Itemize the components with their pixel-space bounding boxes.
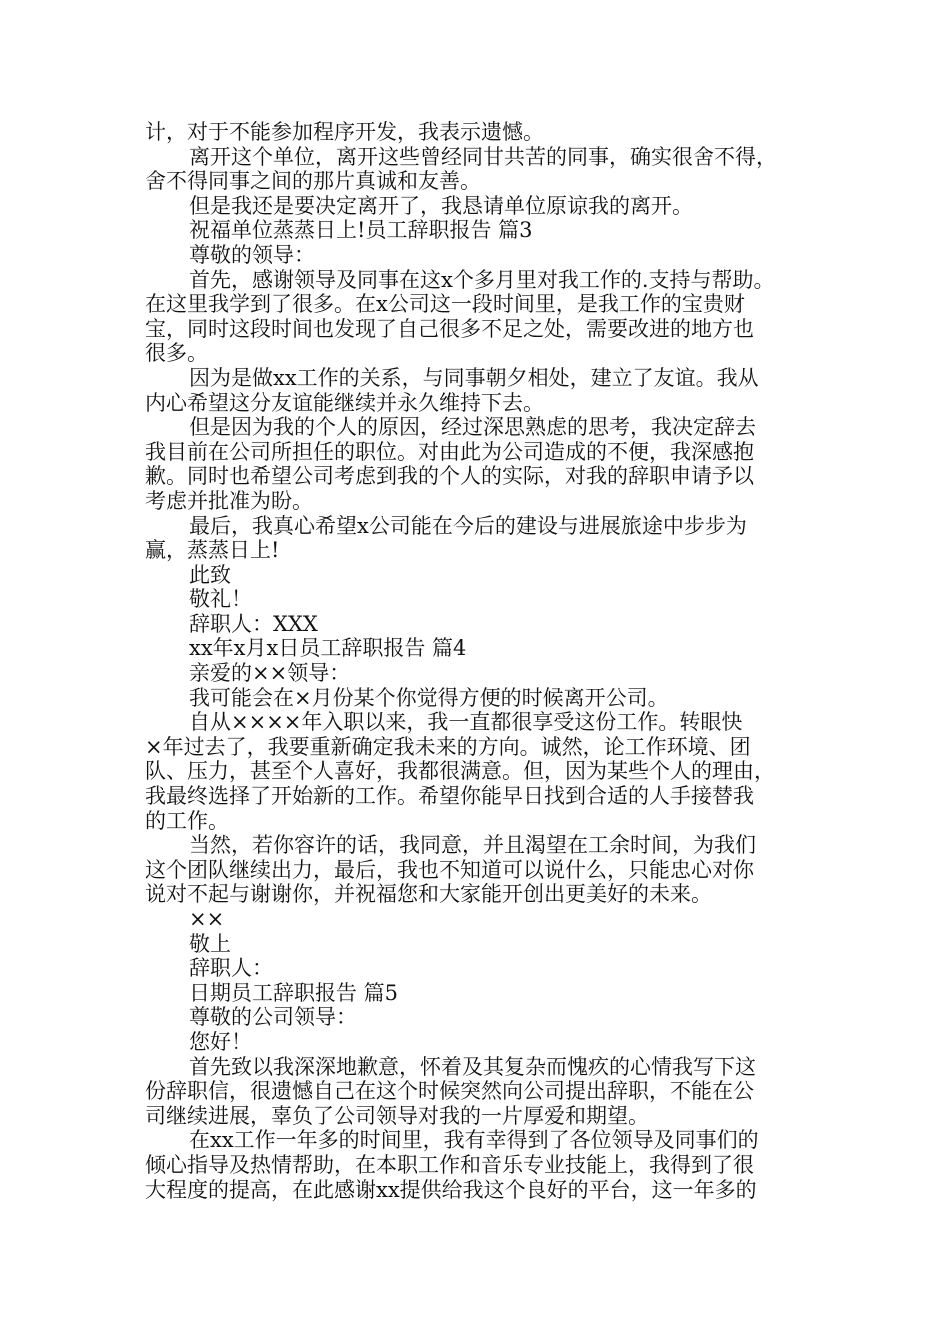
text-line: 份辞职信，很遗憾自己在这个时候突然向公司提出辞职，不能在公 (145, 1079, 754, 1104)
text-line: 尊敬的公司领导： (189, 1005, 357, 1030)
text-line: 我最终选择了开始新的工作。希望你能早日找到合适的人手接替我 (145, 784, 754, 809)
text-line: 内心希望这分友谊能继续并永久维持下去。 (145, 390, 544, 415)
text-line: 当然，若你容许的话，我同意，并且渴望在工余时间，为我们 (189, 833, 756, 858)
text-line: 的工作。 (145, 808, 229, 833)
text-line: 最后，我真心希望x公司能在今后的建设与进展旅途中步步为 (189, 513, 747, 538)
text-line: 离开这个单位，离开这些曾经同甘共苦的同事，确实很舍不得， (189, 144, 777, 169)
text-line: 大程度的提高，在此感谢xx提供给我这个良好的平台，这一年多的 (145, 1177, 757, 1202)
text-line: 日期员工辞职报告 篇5 (189, 980, 399, 1005)
text-line: ×× (189, 907, 225, 931)
text-line: 我目前在公司所担任的职位。对由此为公司造成的不便，我深感抱 (145, 439, 754, 464)
text-line: 自从××××年入职以来，我一直都很享受这份工作。转眼快 (189, 710, 743, 735)
text-line: 赢，蒸蒸日上! (145, 538, 280, 563)
text-line: 祝福单位蒸蒸日上!员工辞职报告 篇3 (189, 218, 533, 243)
text-line: 敬上 (189, 931, 231, 956)
text-line: 您好！ (189, 1029, 252, 1054)
text-line: 敬礼！ (189, 587, 252, 612)
text-line: 此致 (189, 562, 231, 587)
text-line: 说对不起与谢谢你，并祝福您和大家能开创出更美好的未来。 (145, 882, 712, 907)
document-body (145, 120, 817, 1202)
text-line: xx年x月x日员工辞职报告 篇4 (189, 636, 467, 661)
text-line: 倾心指导及热情帮助，在本职工作和音乐专业技能上，我得到了很 (145, 1152, 754, 1177)
text-line: 我可能会在×月份某个你觉得方便的时候离开公司。 (189, 685, 669, 710)
text-line: 首先致以我深深地歉意，怀着及其复杂而愧疚的心情我写下这 (189, 1054, 756, 1079)
text-line: 歉。同时也希望公司考虑到我的个人的实际，对我的辞职申请予以 (145, 464, 754, 489)
text-line: 宝，同时这段时间也发现了自己很多不足之处，需要改进的地方也 (145, 316, 754, 341)
text-line: 计，对于不能参加程序开发，我表示遗憾。 (145, 120, 544, 144)
text-line: 辞职人： (189, 956, 273, 981)
text-line: 首先，感谢领导及同事在这x个多月里对我工作的.支持与帮助。 (189, 267, 775, 292)
text-line: 亲爱的××领导： (189, 661, 351, 686)
text-line: 队、压力，甚至个人喜好，我都很满意。但，因为某些个人的理由， (145, 759, 775, 784)
text-line: 尊敬的领导： (189, 242, 315, 267)
text-line: 司继续进展，辜负了公司领导对我的一片厚爱和期望。 (145, 1103, 649, 1128)
text-line: 舍不得同事之间的那片真诚和友善。 (145, 169, 481, 194)
text-line: 很多。 (145, 341, 208, 366)
text-line: 考虑并批准为盼。 (145, 488, 313, 513)
text-line: 在这里我学到了很多。在x公司这一段时间里，是我工作的宝贵财 (145, 292, 745, 317)
text-line: 但是因为我的个人的原因，经过深思熟虑的思考，我决定辞去 (189, 415, 756, 440)
text-line: 辞职人：XXX (189, 611, 318, 636)
text-line: 因为是做xx工作的关系，与同事朝夕相处，建立了友谊。我从 (189, 365, 759, 390)
text-line: 在xx工作一年多的时间里，我有幸得到了各位领导及同事们的 (189, 1128, 759, 1153)
text-line: 这个团队继续出力，最后，我也不知道可以说什么，只能忠心对你 (145, 857, 754, 882)
text-line: 但是我还是要决定离开了，我恳请单位原谅我的离开。 (189, 193, 693, 218)
text-line: ×年过去了，我要重新确定我未来的方向。诚然，论工作环境、团 (145, 734, 751, 759)
